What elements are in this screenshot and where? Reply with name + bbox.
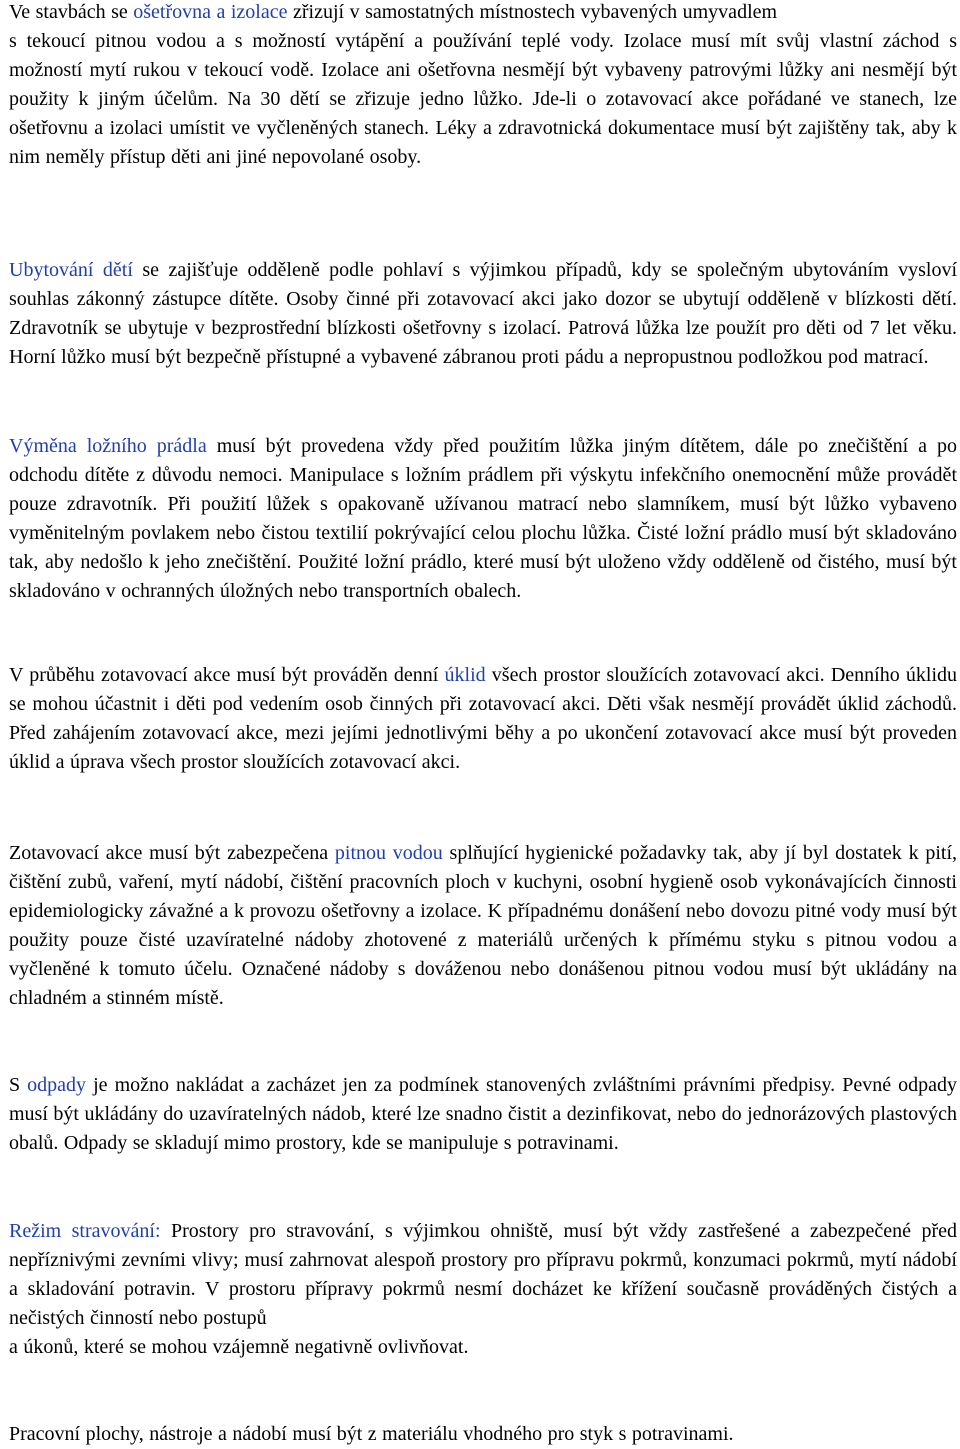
paragraph-isolation [9,0,957,172]
paragraph-waste [9,1071,957,1158]
term-rezim-stravovani[interactable]: Režim stravování: [9,1220,161,1242]
paragraph-accommodation [9,256,957,372]
term-odpady[interactable]: odpady [27,1074,87,1096]
paragraph-bed-linen [9,432,957,606]
term-pitna-voda[interactable]: pitnou vodou [334,842,443,864]
text: se zajišťuje odděleně podle pohlaví s výjimkou případů, kdy se společným ubytováním vysloví souhlas zákonný zástupce dítěte. Osoby činné při zotavovací akci jako dozor se ubytují odděleně v blízkosti dětí. Zdravotník se ubytuje v bezprostřední blízkosti ošetřovny s izolací. Patrová lůžka lze použít pro děti od 7 let věku. Horní lůžko musí být bezpečně přístupné a vybavené zábranou proti pádu a nepropustnou podložkou pod matrací. [9,259,957,368]
text: Prostory pro stravování, s výjimkou ohniště, musí být vždy zastřešené a zabezpečené před nepříznivými zevními vlivy; musí zahrnovat alespoň prostory pro přípravu pokrmů, konzumaci pokrmů, mytí nádobí a skladování potravin. V prostoru přípravy pokrmů nesmí docházet ke křížení současně prováděných čistých a nečistých činností nebo postupů [9,1220,957,1329]
text: a úkonů, které se mohou vzájemně negativně ovlivňovat. [9,1336,469,1358]
term-osetrovna-izolace[interactable]: ošetřovna a izolace [133,1,288,23]
paragraph-drinking-water [9,839,957,1013]
text: splňující hygienické požadavky tak, aby jí byl dostatek k pití, čištění zubů, vaření, mytí nádobí, čištění pracovních ploch v kuchyni, osobní hygieně osob vykonávajících činnosti epidemiologicky závažné a k provozu ošetřovny a izolace. K případnému donášení nebo dovozu pitné vody musí být použity pouze čisté uzavíratelné nádoby zhotovené z materiálů určených k přímému styku s pitnou vodou a vyčleněné k tomuto účelu. Označené nádoby s dováženou nebo donášenou pitnou vodou musí být ukládány na chladném a stinném místě. [9,842,957,1009]
term-ubytovani-deti[interactable]: Ubytování dětí [9,259,133,281]
text: Zotavovací akce musí být zabezpečena [9,842,335,864]
paragraph-cleaning [9,661,957,777]
text: musí být provedena vždy před použitím lůžka jiným dítětem, dále po znečištění a po odchodu dítěte z důvodu nemoci. Manipulace s ložním prádlem při výskytu infekčního onemocnění může provádět pouze zdravotník. Při použití lůžek s opakovaně užívanou matrací nebo slamníkem, musí být lůžko vybaveno vyměnitelným povlakem nebo čistou textilií pokrývající celou plochu lůžka. Čisté ložní prádlo musí být skladováno tak, aby nedošlo k jeho znečištění. Použité ložní prádlo, které musí být uloženo vždy odděleně od čistého, musí být skladováno v ochranných úložných nebo transportních obalech. [9,435,957,602]
paragraph-work-surfaces [9,1420,734,1449]
term-uklid[interactable]: úklid [444,664,486,686]
text: V průběhu zotavovací akce musí být prováděn denní [9,664,445,686]
text: je možno nakládat a zacházet jen za podmínek stanovených zvláštními právními předpisy. Pevné odpady musí být ukládány do uzavíratelných nádob, které lze snadno čistit a dezinfikovat, nebo do jednorázových plastových obalů. Odpady se skladují mimo prostory, kde se manipuluje s potravinami. [9,1074,957,1154]
paragraph-catering [9,1217,957,1362]
text: Ve stavbách se [9,1,134,23]
text: všech prostor sloužících zotavovací akci. Denního úklidu se mohou účastnit i děti pod vedením osob činných při zotavovací akci. Děti však nesmějí provádět úklid záchodů. Před zahájením zotavovací akce, mezi jejími jednotlivými běhy a po ukončení zotavovací akce musí být proveden úklid a úprava všech prostor sloužících zotavovací akci. [9,664,958,773]
text: zřizují v samostatných místnostech vybavených umyvadlem [287,1,778,23]
text: Pracovní plochy, nástroje a nádobí musí být z materiálu vhodného pro styk s potravinami. [9,1423,734,1445]
text: S [9,1074,28,1096]
term-vymena-pradla[interactable]: Výměna ložního prádla [9,435,207,457]
text: s tekoucí pitnou vodou a s možností vytápění a používání teplé vody. Izolace musí mít svůj vlastní záchod s možností mytí rukou v tekoucí vodě. Izolace ani ošetřovna nesmějí být vybaveny patrovými lůžky ani nesmějí být použity k jiným účelům. Na 30 dětí se zřizuje jedno lůžko. Jde-li o zotavovací akce pořádané ve stanech, lze ošetřovnu a izolaci umístit ve vyčleněných stanech. Léky a zdravotnická dokumentace musí být zajištěny tak, aby k nim neměly přístup děti ani jiné nepovolané osoby. [9,30,957,168]
